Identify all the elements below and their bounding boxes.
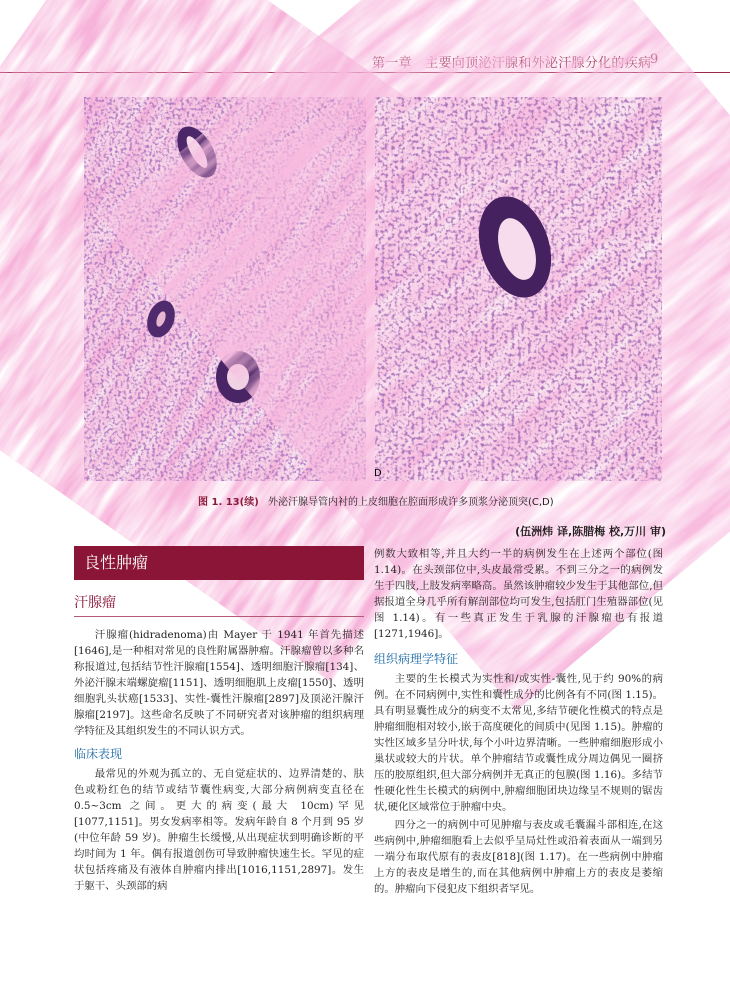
clinical-paragraph: 最常见的外观为孤立的、无自觉症状的、边界清楚的、肤色或粉红色的结节或结节囊性病变,大部分病例病变直径在 0.5~3cm 之间。更大的病变(最大 10cm)罕见[1077,1151]。男女发病率相等。发病年龄自 8 个月到 95 岁(中位年龄 59 岁)。肿瘤生长缓慢,从出现症状到明确诊断的平均时间为 1 年。偶有报道创伤可导致肿瘤快速生长。罕见的症状包括疼痛及有液体自肿瘤内排出[1016,1151,2897]。发生于躯干、头颈部的病	[74, 768, 364, 892]
intro-paragraph: 汗腺瘤(hidradenoma)由 Mayer 于 1941 年首先描述[1646],是一种相对常见的良性附属器肿瘤。汗腺瘤曾以多种名称报道过,包括结节性汗腺瘤[1554]、透明细胞汗腺瘤[134]、外泌汗腺末端螺旋瘤[1151]、透明细胞肌上皮瘤[1550]、透明细胞乳头状癌[1533]、实性-囊性汗腺瘤[2897]及顶泌汗腺汗腺瘤[2197]。这些命名反映了不同研究者对该肿瘤的组织病理学特征及其组织发生的不同认识方式。	[74, 629, 364, 737]
translator-credits: (伍洲炜 译,陈腊梅 校,万川 审)	[515, 525, 666, 538]
right-column	[374, 546, 663, 897]
caption-text: 外泌汗腺导管内衬的上皮细胞在腔面形成许多顶浆分泌顶突(C,D)	[267, 497, 554, 508]
clinical-subhead: 临床表现	[74, 747, 123, 761]
section-banner: 良性肿瘤	[74, 546, 364, 580]
caption-label: 图 1. 13(续)	[198, 497, 259, 508]
continued-paragraph: 例数大致相等,并且大约一半的病例发生在上述两个部位(图 1.14)。在头颈部位中,头皮最常受累。不到三分之一的病例发生于四肢,上肢发病率略高。虽然该肿瘤较少发生于其他部位,但据报道全身几乎所有解剖部位均可发生,包括肛门生殖器部位(见图 1.14)。有一些真正发生于乳腺的汗腺瘤也有报道[1271,1946]。	[374, 548, 663, 640]
histopathology-paragraph-2: 四分之一的病例中可见肿瘤与表皮或毛囊漏斗部相连,在这些病例中,肿瘤细胞看上去似乎呈局灶性或沿着表面从一端到另一端分布取代原有的表皮[818](图 1.17)。在一些病例中肿瘤上方的表皮是增生的,而在其他病例中肿瘤上方的表皮是萎缩的。肿瘤向下侵犯皮下组织者罕见。	[374, 819, 663, 895]
left-column	[74, 546, 364, 894]
section-rule	[74, 616, 364, 617]
micrograph-panel-d	[375, 97, 662, 481]
figure-caption	[198, 493, 554, 508]
micrograph-d-image	[375, 97, 662, 481]
panel-c-letter: C	[87, 468, 94, 479]
histopathology-paragraph-1: 主要的生长模式为实性和/或实性-囊性,见于约 90%的病例。在不同病例中,实性和囊性成分的比例各有不同(图 1.15)。具有明显囊性成分的病变不太常见,多结节硬化性模式的特点是肿瘤细胞相对较小,嵌于高度硬化的间质中(见图 1.15)。肿瘤的实性区域多呈分叶状,每个小叶边界清晰。一些肿瘤细胞形成小巢状或较大的片状。单个肿瘤结节或囊性成分周边偶见一圈挤压的胶原组织,但大部分病例并无真正的包膜(图 1.16)。多结节性硬化性生长模式的病例中,肿瘤细胞团块边缘呈不规则的锯齿状,硬化区域常位于肿瘤中央。	[374, 673, 663, 813]
panel-d-letter: D	[374, 468, 382, 479]
histopathology-subhead: 组织病理学特征	[374, 652, 459, 666]
section-title: 汗腺瘤	[74, 595, 116, 611]
